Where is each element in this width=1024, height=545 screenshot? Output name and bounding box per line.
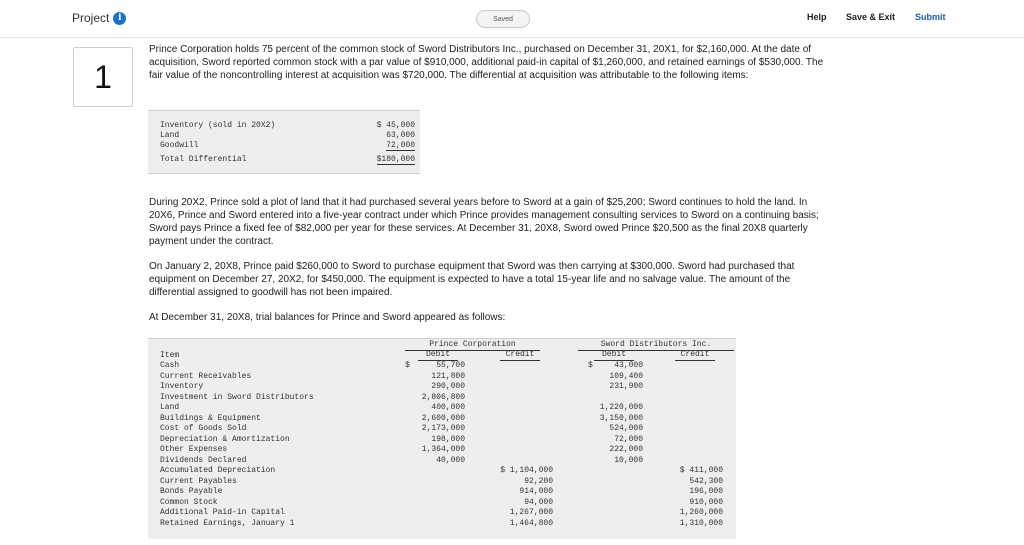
tb-sword-credit: $ 411,000 bbox=[679, 466, 723, 475]
tb-prince-debit: 1,364,000 bbox=[421, 445, 465, 454]
save-exit-button[interactable]: Save & Exit bbox=[846, 12, 896, 22]
tb-sword-debit: 43,000 bbox=[614, 361, 643, 370]
sword-debit-header: Debit bbox=[594, 350, 634, 361]
tb-sword-credit: 1,260,000 bbox=[679, 508, 723, 517]
differential-label: Land bbox=[160, 131, 180, 140]
prince-debit-header: Debit bbox=[418, 350, 458, 361]
tb-sword-credit: 542,300 bbox=[689, 476, 723, 486]
tb-sword-debit: 222,000 bbox=[609, 445, 643, 454]
tb-prince-debit: 198,000 bbox=[431, 434, 465, 444]
question-number: 1 bbox=[73, 47, 133, 107]
prince-dollar-sign: $ bbox=[405, 361, 410, 370]
tb-item: Current Payables bbox=[160, 476, 237, 486]
tb-item: Investment in Sword Distributors bbox=[160, 392, 314, 402]
tb-item: Retained Earnings, January 1 bbox=[160, 518, 295, 528]
tb-sword-debit: 524,000 bbox=[609, 424, 643, 433]
tb-item: Cost of Goods Sold bbox=[160, 424, 247, 433]
differential-label: Goodwill bbox=[160, 141, 199, 150]
project-label[interactable]: Project bbox=[72, 11, 110, 25]
differential-total-value: $180,000 bbox=[376, 155, 415, 164]
tb-prince-credit: $ 1,104,000 bbox=[500, 466, 553, 475]
tb-item: Additional Paid-in Capital bbox=[160, 508, 285, 517]
submit-button[interactable]: Submit bbox=[915, 12, 946, 22]
differential-value: 72,000 bbox=[386, 141, 415, 150]
tb-sword-credit: 910,000 bbox=[689, 497, 723, 507]
tb-prince-debit: 290,000 bbox=[431, 382, 465, 391]
tb-prince-debit: 2,173,000 bbox=[421, 424, 465, 433]
tb-prince-debit: 40,000 bbox=[436, 455, 465, 465]
tb-item: Current Receivables bbox=[160, 371, 252, 381]
tb-item: Land bbox=[160, 403, 180, 412]
tb-item: Dividends Declared bbox=[160, 455, 247, 465]
trial-balance-table bbox=[148, 338, 736, 539]
saved-status-badge: Saved bbox=[476, 10, 530, 28]
tb-prince-credit: 94,000 bbox=[524, 497, 553, 507]
tb-prince-credit: 1,267,000 bbox=[509, 508, 553, 517]
tb-prince-debit: 55,700 bbox=[436, 361, 465, 370]
tb-item: Buildings & Equipment bbox=[160, 413, 261, 423]
tb-prince-credit: 92,200 bbox=[524, 476, 553, 486]
question-paragraph-4: At December 31, 20X8, trial balances for Prince and Sword appeared as follows: bbox=[149, 312, 506, 323]
sword-dollar-sign: $ bbox=[588, 361, 593, 370]
tb-item: Inventory bbox=[160, 382, 204, 391]
question-paragraph-1: Prince Corporation holds 75 percent of the common stock of Sword Distributors Inc., purchased on December 31, 20X1, for $2,160,000. At the date of acquisition, Sword reported common stock with a par value of $910,000, additional paid-in capital of $1,260,000, and retained earnings of $530,000. The fair value of the noncontrolling interest at acquisition was $720,000. The differential at acquisition was attributable to the following items: bbox=[149, 44, 824, 81]
help-button[interactable]: Help bbox=[807, 12, 827, 22]
tb-prince-credit: 914,000 bbox=[519, 487, 553, 496]
tb-sword-credit: 1,310,000 bbox=[679, 518, 723, 528]
differential-value: 63,000 bbox=[386, 131, 415, 140]
tb-item: Common Stock bbox=[160, 497, 218, 507]
question-paragraph-2: During 20X2, Prince sold a plot of land that it had purchased several years before to Sword at a gain of $25,200; Sword continues to hold the land. In 20X6, Prince and Sword entered into a five-year contract under which Prince provides management consulting services to Sword on a continuing basis; Sword pays Prince a fixed fee of $82,000 per year for these services. At December 31, 20X8, Sword owed Prince $20,500 as the final 20X8 quarterly payment under the contract. bbox=[149, 197, 819, 247]
tb-sword-credit: 196,000 bbox=[689, 487, 723, 496]
top-bar bbox=[0, 0, 1024, 38]
tb-item: Depreciation & Amortization bbox=[160, 434, 290, 444]
tb-prince-debit: 2,806,800 bbox=[421, 392, 465, 402]
project-menu[interactable] bbox=[72, 11, 126, 25]
differential-label: Inventory (sold in 20X2) bbox=[160, 121, 276, 130]
tb-sword-debit: 109,400 bbox=[609, 371, 643, 381]
question-paragraph-3: On January 2, 20X8, Prince paid $260,000 to Sword to purchase equipment that Sword was then carrying at $300,000. Sword had purchased that equipment on December 27, 20X2, for $450,000. The equipment is expected to have a total 15-year life and no salvage value. The amount of the differential assigned to goodwill has not been impaired. bbox=[149, 261, 795, 298]
item-header: Item bbox=[160, 351, 180, 360]
prince-credit-header: Credit bbox=[500, 350, 540, 361]
tb-item: Accumulated Depreciation bbox=[160, 466, 276, 475]
differential-value: $ 45,000 bbox=[376, 121, 415, 130]
table-row bbox=[160, 121, 415, 131]
info-icon[interactable]: i bbox=[113, 12, 126, 25]
tb-sword-debit: 10,000 bbox=[614, 455, 643, 465]
tb-sword-debit: 1,220,000 bbox=[599, 403, 643, 412]
differential-total-label: Total Differential bbox=[160, 155, 247, 164]
tb-item: Bonds Payable bbox=[160, 487, 223, 496]
tb-prince-debit: 400,000 bbox=[431, 403, 465, 412]
table-row bbox=[160, 131, 415, 141]
sword-header: Sword Distributors Inc. bbox=[578, 340, 734, 351]
tb-item: Other Expenses bbox=[160, 445, 228, 454]
tb-item: Cash bbox=[160, 361, 180, 370]
tb-sword-debit: 72,000 bbox=[614, 434, 643, 444]
differential-table bbox=[148, 110, 420, 174]
tb-prince-credit: 1,464,800 bbox=[509, 518, 553, 528]
table-row bbox=[160, 155, 415, 165]
prince-header: Prince Corporation bbox=[405, 340, 540, 351]
tb-prince-debit: 121,800 bbox=[431, 371, 465, 381]
tb-prince-debit: 2,600,000 bbox=[421, 413, 465, 423]
sword-credit-header: Credit bbox=[675, 350, 715, 361]
table-row bbox=[160, 141, 415, 151]
tb-sword-debit: 3,150,000 bbox=[599, 413, 643, 423]
tb-sword-debit: 231,900 bbox=[609, 382, 643, 391]
